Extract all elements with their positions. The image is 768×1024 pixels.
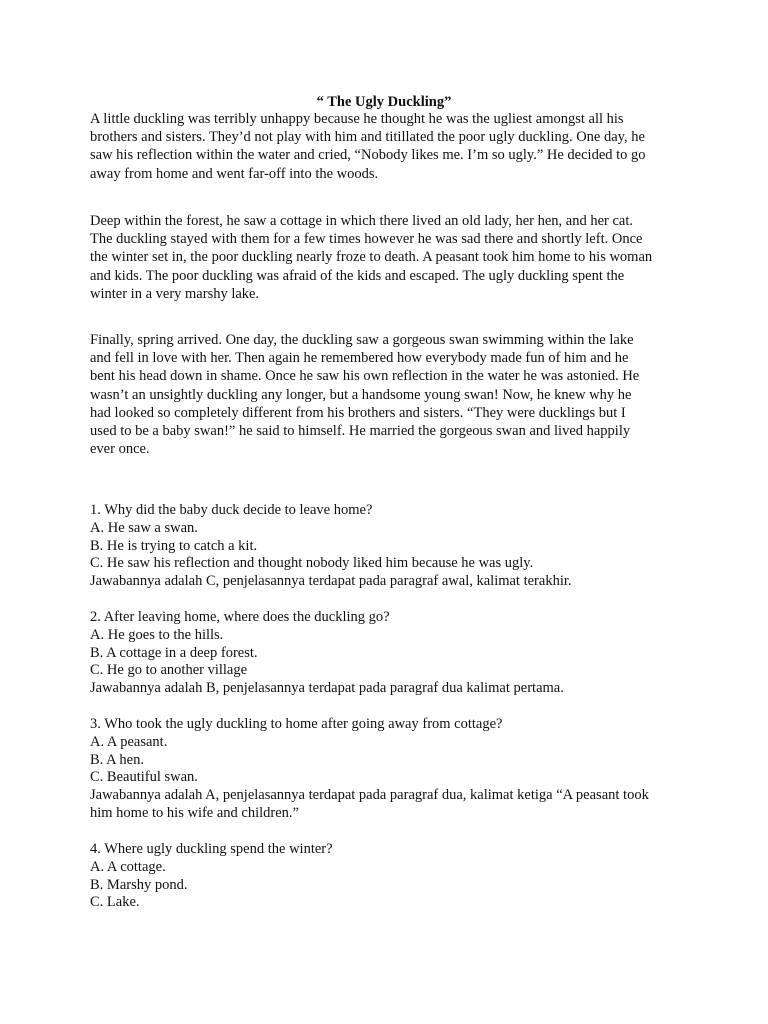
answer-option: A. He goes to the hills. — [90, 626, 224, 643]
answer-option: A. A peasant. — [90, 733, 168, 750]
answer-explanation: him home to his wife and children.” — [90, 804, 299, 821]
question-2 — [90, 609, 690, 698]
answer-option: B. A hen. — [90, 751, 144, 768]
answer-option: C. Beautiful swan. — [90, 769, 198, 786]
question-text: 3. Who took the ugly duckling to home after going away from cottage? — [90, 716, 503, 732]
text-line: the winter set in, the poor duckling nearly froze to death. A peasant took him home to his woman — [90, 249, 653, 266]
text-line: bent his head down in shame. Once he saw his own reflection in the water he was astonied. He — [90, 368, 640, 385]
question-3 — [90, 716, 690, 823]
answer-option: C. He saw his reflection and thought nobody liked him because he was ugly. — [90, 555, 534, 572]
question-text: 1. Why did the baby duck decide to leave home? — [90, 502, 373, 518]
text-line: had looked so completely different from his brothers and sisters. “They were ducklings but I — [90, 404, 626, 421]
text-line: Deep within the forest, he saw a cottage in which there lived an old lady, her hen, and her cat. — [90, 213, 634, 229]
answer-explanation: Jawabannya adalah B, penjelasannya terdapat pada paragraf dua kalimat pertama. — [90, 680, 564, 697]
text-line: brothers and sisters. They’d not play with him and titillated the poor ugly duckling. One day, he — [90, 129, 645, 146]
answer-explanation: Jawabannya adalah A, penjelasannya terdapat pada paragraf dua, kalimat ketiga “A peasant took — [90, 787, 649, 804]
question-text: 4. Where ugly duckling spend the winter? — [90, 841, 333, 857]
story-paragraph-3 — [90, 331, 690, 458]
answer-option: C. He go to another village — [90, 662, 248, 679]
text-line: and kids. The poor duckling was afraid of the kids and escaped. The ugly duckling spent the — [90, 267, 625, 284]
text-line: wasn’t an unsightly duckling any longer, but a handsome young swan! Now, he knew why he — [90, 386, 632, 403]
answer-option: A. A cottage. — [90, 858, 166, 875]
story-paragraph-1 — [90, 110, 690, 183]
answer-option: A. He saw a swan. — [90, 519, 198, 536]
question-1 — [90, 502, 690, 591]
document-title: “ The Ugly Duckling” — [316, 94, 452, 110]
story-paragraph-2 — [90, 212, 690, 303]
text-line: saw his reflection within the water and cried, “Nobody likes me. I’m so ugly.” He decided to go — [90, 147, 646, 164]
answer-option: B. He is trying to catch a kit. — [90, 537, 258, 554]
text-line: used to be a baby swan!” he said to himself. He married the gorgeous swan and lived happily — [90, 423, 631, 440]
text-line: Finally, spring arrived. One day, the duckling saw a gorgeous swan swimming within the lake — [90, 332, 634, 348]
question-4 — [90, 841, 690, 912]
text-line: away from home and went far-off into the woods. — [90, 165, 379, 182]
text-line: A little duckling was terribly unhappy because he thought he was the ugliest amongst all his — [90, 111, 624, 127]
text-line: and fell in love with her. Then again he remembered how everybody made fun of him and he — [90, 350, 629, 367]
answer-option: C. Lake. — [90, 894, 140, 911]
answer-option: B. Marshy pond. — [90, 876, 188, 893]
text-line: winter in a very marshy lake. — [90, 285, 260, 302]
text-line: ever once. — [90, 441, 150, 458]
answer-explanation: Jawabannya adalah C, penjelasannya terdapat pada paragraf awal, kalimat terakhir. — [90, 573, 572, 590]
answer-option: B. A cottage in a deep forest. — [90, 644, 258, 661]
question-text: 2. After leaving home, where does the duckling go? — [90, 609, 390, 625]
text-line: The duckling stayed with them for a few times however he was sad there and shortly left. Once — [90, 231, 643, 248]
